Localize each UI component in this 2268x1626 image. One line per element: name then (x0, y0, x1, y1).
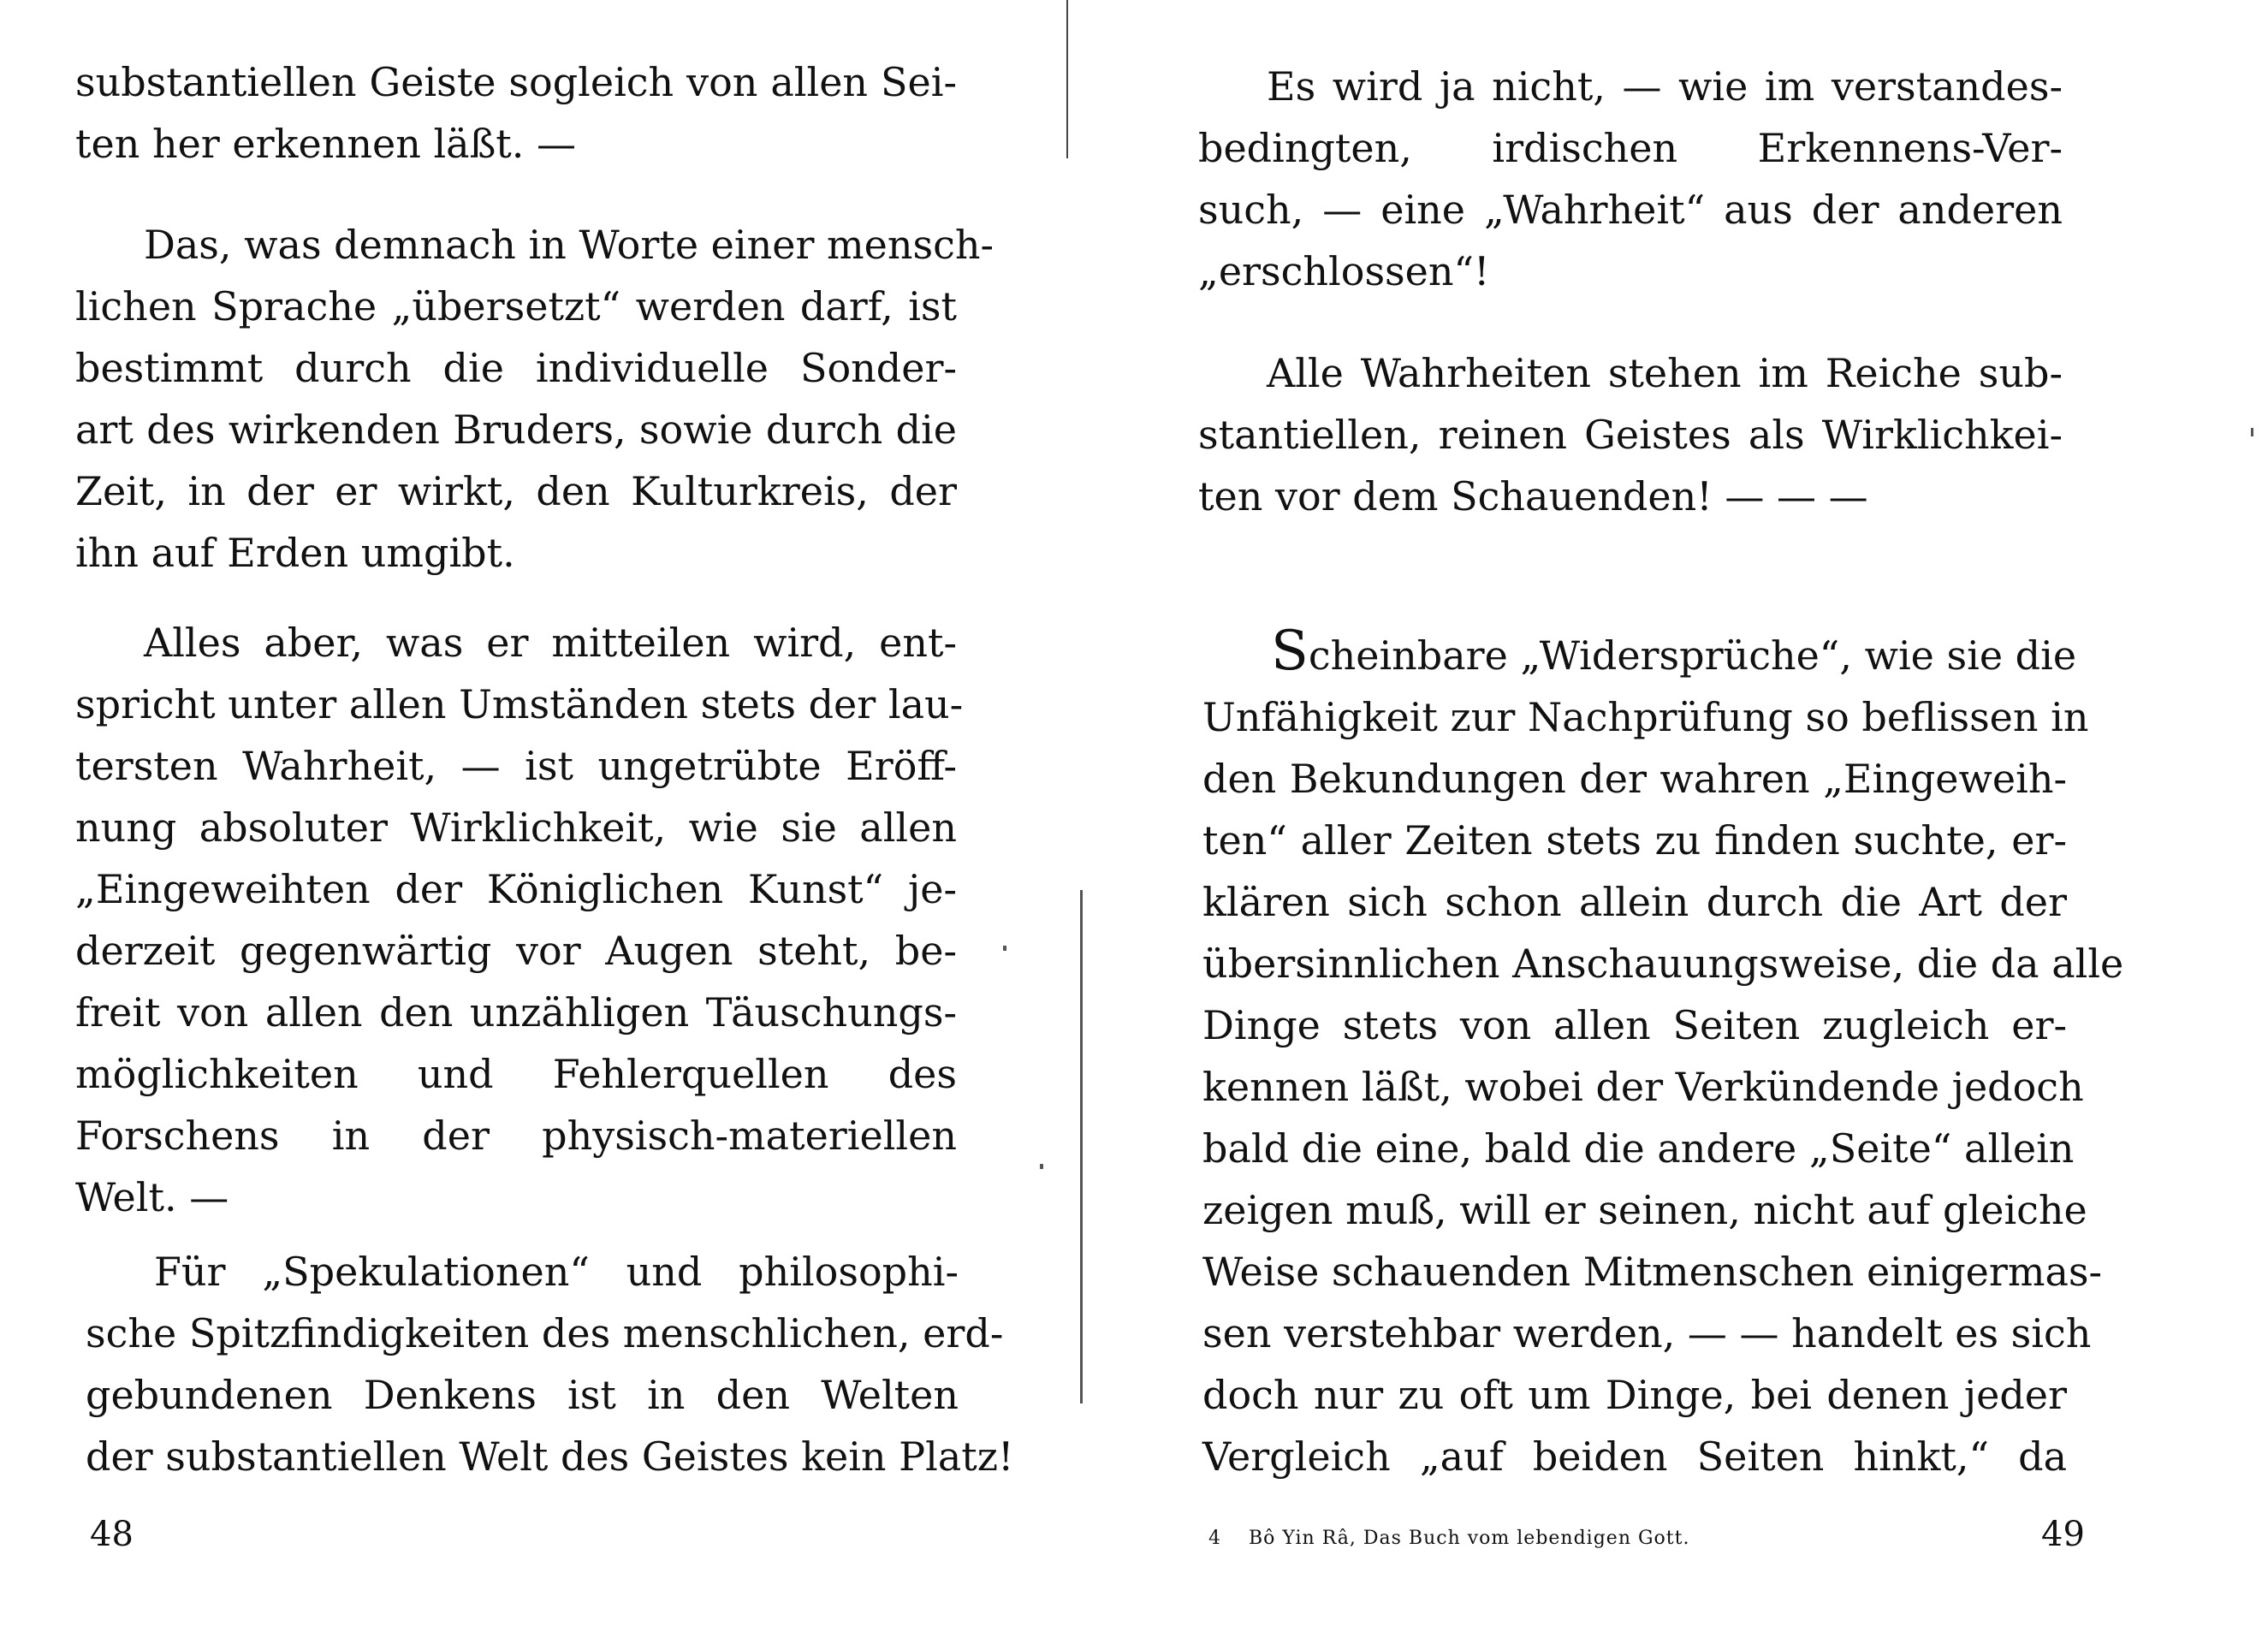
speck (1003, 946, 1006, 951)
text-line: stantiellen, reinen Geistes als Wirklichkei- (1198, 412, 2063, 458)
text-line: tersten Wahrheit, — ist ungetrübte Eröff- (75, 743, 957, 789)
drop-cap: S (1271, 620, 1309, 683)
paragraph (75, 51, 957, 175)
text-line: zeigen muß, will er seinen, nicht auf gleiche (1202, 1187, 2087, 1233)
paragraph (75, 214, 994, 584)
text-line: Welt. — (75, 1174, 229, 1220)
text-line: derzeit gegenwärtig vor Augen steht, be- (75, 928, 957, 974)
text-line: den Bekundungen der wahren „Eingeweih- (1202, 756, 2067, 802)
text-line: bestimmt durch die individuelle Sonder- (75, 345, 957, 391)
text-line: ten“ aller Zeiten stets zu finden suchte, er- (1202, 817, 2067, 863)
left-page (0, 0, 1087, 1626)
text-line: Für „Spekulationen“ und philosophi- (154, 1249, 959, 1295)
text-line: kennen läßt, wobei der Verkündende jedoch (1202, 1064, 2084, 1110)
text-line: „erschlossen“! (1198, 248, 1490, 294)
text-line: Alle Wahrheiten stehen im Reiche sub- (1267, 350, 2063, 396)
text-line: Zeit, in der er wirkt, den Kulturkreis, der (75, 468, 957, 514)
text-line: sen verstehbar werden, — — handelt es sich (1202, 1310, 2092, 1356)
gutter-mark (1080, 890, 1083, 1403)
text-line: spricht unter allen Umständen stets der lau- (75, 681, 964, 727)
text-line: gebundenen Denkens ist in den Welten (86, 1372, 959, 1418)
text-fragment: cheinbare „Widersprüche“, wie sie die (1308, 632, 2077, 679)
text-line: bedingten, irdischen Erkennens-Ver- (1198, 125, 2063, 171)
text-line: bald die eine, bald die andere „Seite“ allein (1202, 1125, 2075, 1172)
text-line (1202, 620, 2077, 686)
speck (2251, 428, 2253, 436)
text-line: klären sich schon allein durch die Art der (1202, 879, 2067, 925)
gutter-mark (1066, 0, 1068, 158)
text-line: möglichkeiten und Fehlerquellen des (75, 1051, 957, 1097)
text-line: übersinnlichen Anschauungsweise, die da alle (1202, 941, 2124, 987)
paragraph (1202, 620, 2124, 1487)
page-number: 49 (2041, 1515, 2085, 1554)
text-line: Weise schauenden Mitmenschen einigermas- (1202, 1249, 2103, 1295)
speck (1040, 1164, 1043, 1169)
text-line: substantiellen Geiste sogleich von allen Sei- (75, 59, 957, 105)
text-line: „Eingeweihten der Königlichen Kunst“ je- (75, 866, 957, 912)
text-line: Forschens in der physisch-materiellen (75, 1113, 957, 1159)
paragraph (1198, 56, 2063, 302)
text-line: nung absoluter Wirklichkeit, wie sie allen (75, 804, 957, 851)
text-line: freit von allen den unzähligen Täuschungs- (75, 989, 957, 1036)
text-line: Vergleich „auf beiden Seiten hinkt,“ da (1202, 1433, 2067, 1480)
text-line: art des wirkenden Bruders, sowie durch die (75, 406, 957, 453)
text-line: Unfähigkeit zur Nachprüfung so beflissen in (1202, 694, 2089, 740)
text-line: ten her erkennen läßt. — (75, 121, 577, 167)
text-line: Es wird ja nicht, — wie im verstandes- (1267, 63, 2063, 110)
paragraph (75, 612, 964, 1228)
footnote: 4 Bô Yin Râ, Das Buch vom lebendigen Gott. (1208, 1528, 1690, 1549)
right-page (1113, 0, 2268, 1626)
text-line: der substantiellen Welt des Geistes kein Platz! (86, 1433, 1014, 1480)
paragraph (1198, 342, 2063, 527)
text-line: Das, was demnach in Worte einer mensch- (144, 222, 994, 268)
page-number: 48 (90, 1515, 134, 1554)
text-line: ihn auf Erden umgibt. (75, 530, 515, 576)
text-line: sche Spitzfindigkeiten des menschlichen, erd- (86, 1310, 1004, 1356)
text-line: ten vor dem Schauenden! — — — (1198, 473, 1868, 519)
text-line: Alles aber, was er mitteilen wird, ent- (144, 620, 957, 666)
text-line: Dinge stets von allen Seiten zugleich er- (1202, 1002, 2067, 1048)
paragraph (86, 1241, 1014, 1487)
text-line: such, — eine „Wahrheit“ aus der anderen (1198, 187, 2063, 233)
text-line: doch nur zu oft um Dinge, bei denen jeder (1202, 1372, 2067, 1418)
text-line: lichen Sprache „übersetzt“ werden darf, ist (75, 283, 957, 329)
